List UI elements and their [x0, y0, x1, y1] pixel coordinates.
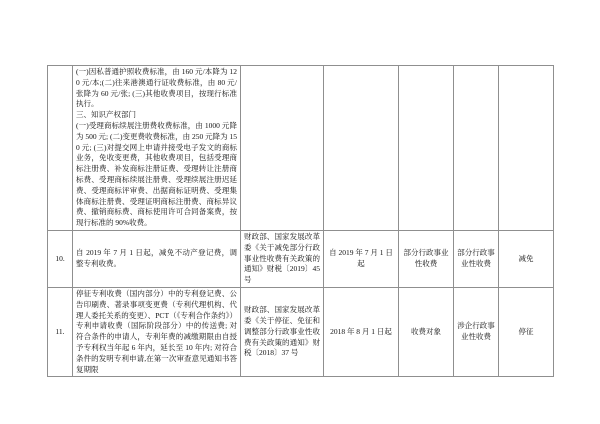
- measure-description-cell: 停征专利收费（国内部分）中的专利登记费、公告印刷费、著录事项变更费（专利代理机构、代理人委托关系的变更）、PCT（《专利合作条约》）专利申请收费（国际阶段部分）中的传送费; 对符合条件的申请人，专利年费的减缴期限由自授予专利权当年起 6 年内，延长至 10 年内; 对符合条件的发明专利申请,在第一次审查意见通知书答复期限: [73, 287, 241, 376]
- action-cell: 停征: [499, 287, 554, 376]
- effective-date-cell: 自 2019 年 7 月 1 日起: [324, 230, 399, 287]
- action-cell: 减免: [499, 230, 554, 287]
- measure-description-cell: 自 2019 年 7 月 1 日起，减免不动产登记费，调整专利收费。: [73, 230, 241, 287]
- fee-nature-cell: 部分行政事业性收费: [399, 230, 454, 287]
- fee-category-cell: 涉企行政事业性收费: [454, 287, 499, 376]
- fee-nature-cell: [399, 66, 454, 231]
- table-row: [48, 230, 554, 287]
- fee-category-cell: 部分行政事业性收费: [454, 230, 499, 287]
- policy-document-cell: 财政部、国家发展改革委《关于减免部分行政事业性收费有关政策的通知》财税〔2019〕45 号: [241, 230, 324, 287]
- policy-document-cell: [241, 66, 324, 231]
- effective-date-cell: [324, 66, 399, 231]
- row-number-cell: 10.: [48, 230, 73, 287]
- table-row: [48, 287, 554, 376]
- measure-description-cell: (一)因私普通护照收费标准，由 160 元/本降为 120 元/本;(二)往来港澳通行证收费标准，由 80 元/张降为 60 元/张; (三)其他收费项目，按现行标准执行。 三、知识产权部门 (一)受理商标续展注册费收费标准，由 1000 元降为 500 元; (二)变更费收费标准，由 250 元降为 150 元; (三)对提交网上申请并接受电子发文的商标业务，免收变更费，其他收费项目，包括受理商标注册费、补发商标注册证费、受理转让注册商标费、受理商标续展注册费、受理续展注册迟延费、受理商标评审费、出据商标证明费、受理集体商标注册费、受理证明商标注册费、商标异议费、撤销商标费、商标使用许可合同备案费，按现行标准的 90%收费。: [73, 66, 241, 231]
- row-number-cell: [48, 66, 73, 231]
- effective-date-cell: 2018 年 8 月 1 日起: [324, 287, 399, 376]
- row-number-cell: 11.: [48, 287, 73, 376]
- fee-nature-cell: 收费对象: [399, 287, 454, 376]
- action-cell: [499, 66, 554, 231]
- table-row: [48, 66, 554, 231]
- fee-policy-table: [47, 65, 554, 377]
- policy-document-cell: 财政部、国家发展改革委《关于停征、免征和调整部分行政事业性收费有关政策的通知》财税〔2018〕37 号: [241, 287, 324, 376]
- fee-category-cell: [454, 66, 499, 231]
